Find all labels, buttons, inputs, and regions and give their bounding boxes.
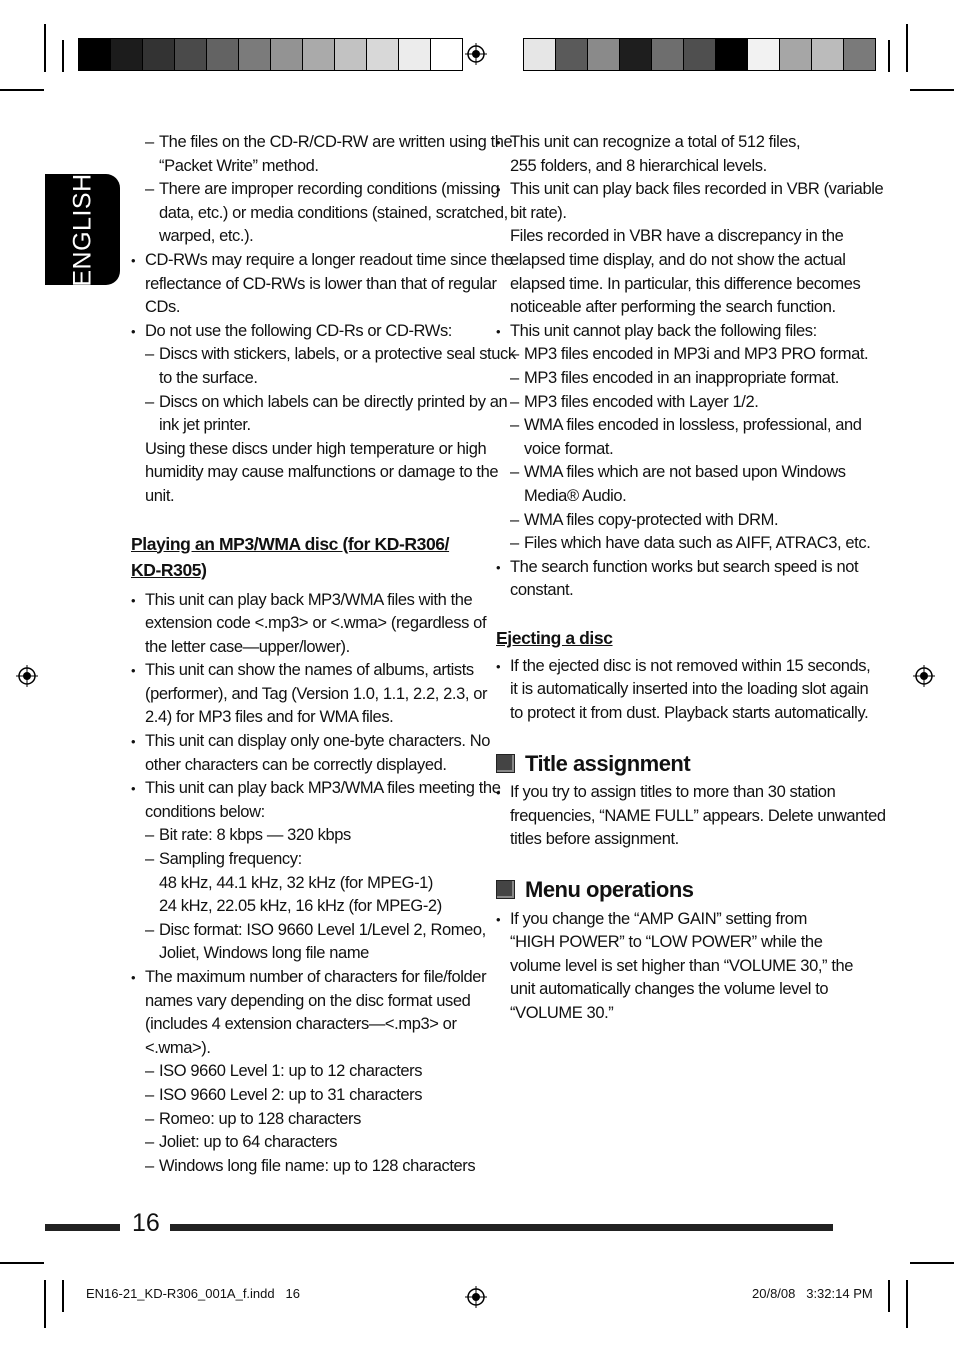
text-line: <.wma>). xyxy=(145,1038,211,1057)
text-line: • If you change the “AMP GAIN” setting from xyxy=(510,909,807,928)
color-swatch xyxy=(556,39,588,70)
ejecting-list xyxy=(496,655,871,726)
text-line: (includes 4 extension characters—<.mp3> or xyxy=(145,1015,457,1034)
text-line: unit automatically changes the volume level to xyxy=(510,980,829,999)
text-line: ink jet printer. xyxy=(159,416,251,435)
text-line: • If the ejected disc is not removed within 15 seconds, xyxy=(510,656,871,675)
text-line: Media® Audio. xyxy=(524,486,627,505)
bullet-item xyxy=(131,730,491,777)
text-line: 255 folders, and 8 hierarchical levels. xyxy=(510,156,767,175)
bullet-item xyxy=(131,320,476,344)
color-swatch-bar-left xyxy=(78,38,463,71)
mp3-wma-heading xyxy=(131,531,476,583)
color-swatch-bar-right xyxy=(523,38,876,71)
text-line: – Bit rate: 8 kbps — 320 kbps xyxy=(159,826,351,845)
paragraph xyxy=(131,438,499,509)
menu-operations-heading-text: Menu operations xyxy=(525,877,694,903)
text-line: conditions below: xyxy=(145,802,265,821)
bullet-item xyxy=(131,777,501,824)
text-line: • If you try to assign titles to more than 30 station xyxy=(510,783,836,802)
text-line: – Discs on which labels can be directly printed by an xyxy=(159,392,508,411)
color-swatch xyxy=(431,39,462,70)
file-support-list xyxy=(496,131,884,603)
crop-mark xyxy=(0,89,44,91)
color-swatch xyxy=(79,39,111,70)
text-line: – MP3 files encoded in MP3i and MP3 PRO format. xyxy=(524,345,869,364)
text-line: – MP3 files encoded in an inappropriate format. xyxy=(524,368,839,387)
text-line: unit. xyxy=(145,486,175,505)
menu-operations-heading xyxy=(496,878,841,902)
text-line: – Sampling frequency: xyxy=(159,850,302,869)
text-line: • The search function works but search speed is not xyxy=(510,557,859,576)
text-line: 24 kHz, 22.05 kHz, 16 kHz (for MPEG-2) xyxy=(159,897,442,916)
text-line: elapsed time display, and do not show the actual xyxy=(510,250,846,269)
color-swatch xyxy=(620,39,652,70)
text-line: it is automatically inserted into the loading slot again xyxy=(510,680,869,699)
text-line: – Disc format: ISO 9660 Level 1/Level 2, Romeo, xyxy=(159,920,486,939)
bullet-item xyxy=(131,659,488,730)
text-line: frequencies, “NAME FULL” appears. Delete unwanted xyxy=(510,806,886,825)
text-line: • The maximum number of characters for file/folder xyxy=(145,968,487,986)
text-line: to protect it from dust. Playback starts automatically. xyxy=(510,704,869,723)
crop-mark xyxy=(62,40,64,72)
color-swatch xyxy=(524,39,556,70)
mp3-wma-heading-line: KD-R305) xyxy=(131,559,207,580)
left-column xyxy=(131,131,516,1178)
title-assignment-list xyxy=(496,781,886,852)
text-line: reflectance of CD-RWs is lower than that of regular xyxy=(145,274,497,293)
text-line: Files recorded in VBR have a discrepancy in the xyxy=(510,227,844,246)
text-line: names vary depending on the disc format used xyxy=(145,991,471,1010)
text-line: • CD-RWs may require a longer readout time since the xyxy=(145,250,513,269)
text-line: – Files which have data such as AIFF, ATRAC3, etc. xyxy=(524,534,871,553)
dash-item xyxy=(131,1131,476,1155)
color-swatch xyxy=(684,39,716,70)
dash-item xyxy=(496,509,841,533)
section-square-icon xyxy=(496,754,515,773)
dash-item xyxy=(496,532,871,556)
text-line: • Do not use the following CD-Rs or CD-RWs: xyxy=(145,321,452,340)
dash-item xyxy=(496,461,846,508)
color-swatch xyxy=(303,39,335,70)
bullet-item xyxy=(496,131,841,178)
text-line: • This unit can show the names of albums, artists xyxy=(145,661,474,680)
text-line: bit rate). xyxy=(510,203,567,222)
text-line: – WMA files which are not based upon Windows xyxy=(524,463,846,482)
text-line: extension code <.mp3> or <.wma> (regardless of xyxy=(145,614,487,633)
dash-item xyxy=(131,1108,476,1132)
dash-item xyxy=(131,1060,476,1084)
print-slug-file: EN16-21_KD-R306_001A_f.indd 16 xyxy=(86,1286,300,1301)
section-square-icon xyxy=(496,880,515,899)
text-line: – WMA files copy-protected with DRM. xyxy=(524,510,779,529)
dash-item xyxy=(496,367,841,391)
text-line: (performer), and Tag (Version 1.0, 1.1, 2.2, 2.3, or xyxy=(145,684,488,703)
bullet-item xyxy=(496,556,859,603)
color-swatch xyxy=(780,39,812,70)
text-line: • This unit can play back files recorded in VBR (variable xyxy=(510,180,884,199)
dash-item xyxy=(496,391,841,415)
footer-rule-left xyxy=(45,1224,120,1231)
text-line: 48 kHz, 44.1 kHz, 32 kHz (for MPEG-1) xyxy=(159,873,434,892)
text-line: – WMA files encoded in lossless, professional, and xyxy=(524,416,862,435)
print-slug-datetime: 20/8/08 3:32:14 PM xyxy=(752,1286,873,1301)
language-tab-label: ENGLISH xyxy=(68,172,96,287)
bullet-item xyxy=(496,781,886,852)
title-assignment-heading xyxy=(496,752,841,776)
bullet-item xyxy=(131,589,487,660)
color-swatch xyxy=(844,39,875,70)
registration-mark-icon xyxy=(465,43,487,65)
text-line: – There are improper recording conditions (missing xyxy=(159,180,500,199)
registration-mark-icon xyxy=(16,665,38,687)
dash-item xyxy=(131,1084,476,1108)
crop-mark xyxy=(888,40,890,72)
color-swatch xyxy=(748,39,780,70)
title-assignment-heading-text: Title assignment xyxy=(525,750,691,776)
text-line: • This unit can play back MP3/WMA files meeting the xyxy=(145,779,501,798)
bullet-item xyxy=(496,655,871,726)
text-line: 2.4) for MP3 files and for WMA files. xyxy=(145,708,394,727)
dash-item xyxy=(131,848,476,919)
text-line: other characters can be correctly displayed. xyxy=(145,755,447,774)
crop-mark xyxy=(906,1280,908,1328)
color-swatch xyxy=(239,39,271,70)
color-swatch xyxy=(588,39,620,70)
text-line: CDs. xyxy=(145,298,181,317)
right-column xyxy=(496,131,886,1026)
text-line: humidity may cause malfunctions or damage to the xyxy=(145,463,499,482)
text-line: Joliet, Windows long file name xyxy=(159,944,369,963)
left-top-list xyxy=(131,131,516,509)
color-swatch xyxy=(175,39,207,70)
text-line: • This unit cannot play back the following files: xyxy=(510,321,817,340)
crop-mark xyxy=(62,1280,64,1312)
dash-item xyxy=(496,414,862,461)
text-line: voice format. xyxy=(524,439,614,458)
footer-rule-right xyxy=(170,1224,833,1231)
dash-item xyxy=(496,343,869,367)
text-line: the letter case—upper/lower). xyxy=(145,637,350,656)
mp3-wma-list xyxy=(131,589,501,1179)
color-swatch xyxy=(812,39,844,70)
text-line: titles before assignment. xyxy=(510,830,679,849)
bullet-item xyxy=(131,249,513,320)
text-line: “VOLUME 30.” xyxy=(510,1004,614,1022)
text-line: • This unit can recognize a total of 512 files, xyxy=(510,133,801,151)
color-swatch xyxy=(716,39,748,70)
bullet-item xyxy=(496,908,854,1026)
dash-item xyxy=(131,391,508,438)
crop-mark xyxy=(0,1262,44,1264)
ejecting-heading: Ejecting a disc xyxy=(496,627,613,648)
dash-item xyxy=(131,131,513,178)
dash-item xyxy=(131,1155,476,1179)
text-line: – Discs with stickers, labels, or a protective seal stuck xyxy=(159,345,516,364)
crop-mark xyxy=(44,24,46,72)
color-swatch xyxy=(143,39,175,70)
text-line: elapsed time. In particular, this difference becomes xyxy=(510,274,861,293)
crop-mark xyxy=(44,1280,46,1328)
text-line: “Packet Write” method. xyxy=(159,156,319,175)
text-line: volume level is set higher than “VOLUME 30,” the xyxy=(510,956,854,975)
mp3-wma-heading-line: Playing an MP3/WMA disc (for KD-R306/ xyxy=(131,533,450,554)
dash-item xyxy=(131,919,486,966)
crop-mark xyxy=(910,1262,954,1264)
text-line: noticeable after performing the search function. xyxy=(510,298,836,317)
dash-item xyxy=(131,824,476,848)
text-line: constant. xyxy=(510,581,574,600)
color-swatch xyxy=(335,39,367,70)
color-swatch xyxy=(111,39,143,70)
dash-item xyxy=(131,343,516,390)
registration-mark-icon xyxy=(913,665,935,687)
text-line: – Romeo: up to 128 characters xyxy=(159,1109,361,1128)
color-swatch xyxy=(207,39,239,70)
color-swatch xyxy=(652,39,684,70)
text-line: “HIGH POWER” to “LOW POWER” while the xyxy=(510,933,823,952)
crop-mark xyxy=(910,89,954,91)
page-number: 16 xyxy=(132,1209,160,1237)
text-line: – ISO 9660 Level 1: up to 12 characters xyxy=(159,1062,423,1081)
text-line: – Windows long file name: up to 128 characters xyxy=(159,1156,476,1175)
language-tab xyxy=(45,174,120,285)
text-line: – MP3 files encoded with Layer 1/2. xyxy=(524,392,759,411)
text-line: warped, etc.). xyxy=(159,227,254,246)
text-line: – ISO 9660 Level 2: up to 31 characters xyxy=(159,1085,423,1104)
text-line: to the surface. xyxy=(159,368,258,387)
text-line: Using these discs under high temperature or high xyxy=(145,439,487,458)
crop-mark xyxy=(888,1280,890,1312)
dash-item xyxy=(131,178,508,249)
crop-mark xyxy=(906,24,908,72)
menu-operations-list xyxy=(496,908,854,1026)
text-line: • This unit can display only one-byte characters. No xyxy=(145,732,491,751)
color-swatch xyxy=(271,39,303,70)
text-line: – The files on the CD-R/CD-RW are written using the xyxy=(159,133,513,151)
registration-mark-icon xyxy=(465,1286,487,1308)
color-swatch xyxy=(367,39,399,70)
text-line: • This unit can play back MP3/WMA files with the xyxy=(145,590,473,609)
text-line: data, etc.) or media conditions (stained, scratched, xyxy=(159,203,508,222)
bullet-item xyxy=(496,178,884,320)
color-swatch xyxy=(399,39,431,70)
bullet-item xyxy=(131,966,487,1060)
text-line: – Joliet: up to 64 characters xyxy=(159,1133,338,1152)
bullet-item xyxy=(496,320,841,344)
